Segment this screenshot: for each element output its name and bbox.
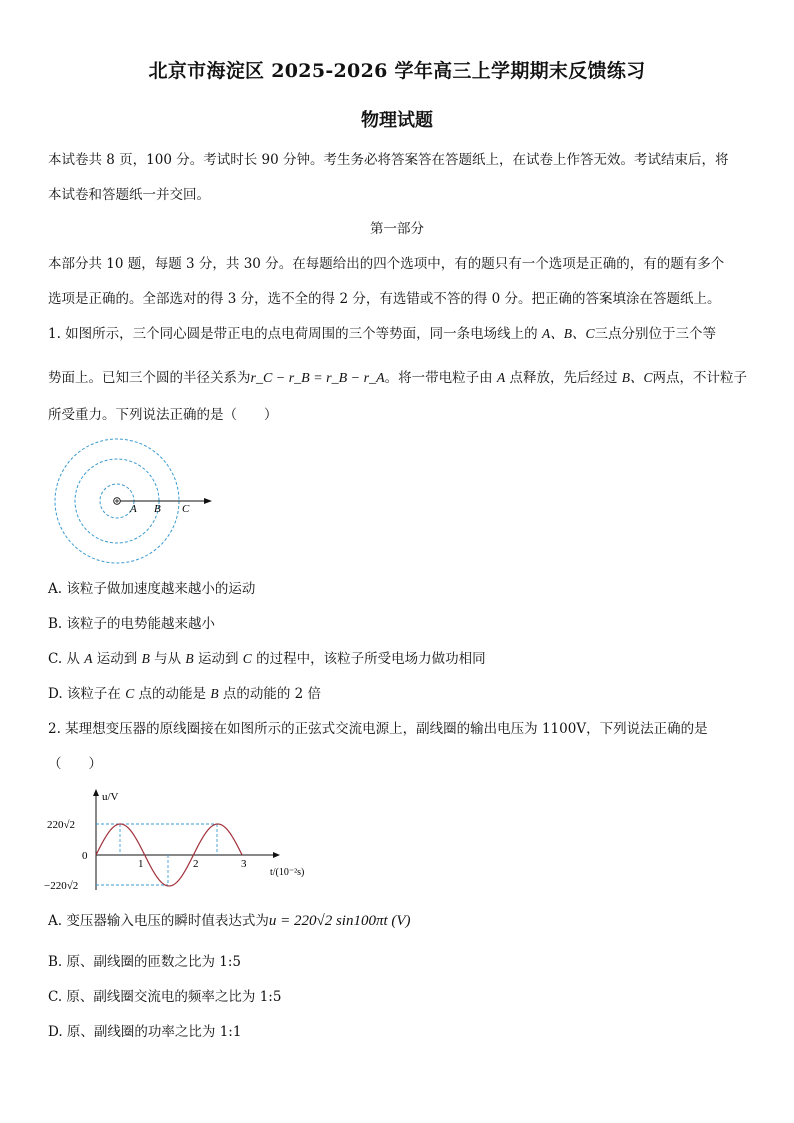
q1-option-d[interactable] [48, 684, 753, 704]
q2-line-2: （ ） [48, 756, 102, 772]
option-formula: u = 220√2 sin100πt (V) [268, 913, 411, 929]
q1-text: 点释放，先后经过 [505, 370, 622, 386]
q1-option-b[interactable]: B. 该粒子的电势能越来越小 [48, 616, 216, 632]
option-point: C [242, 651, 252, 666]
q1-radius-relation: r_C − r_B = r_B − r_A [250, 371, 385, 386]
fig-label-b: B [154, 503, 161, 515]
q2-option-c[interactable]: C. 原、副线圈交流电的频率之比为 1:5 [48, 989, 282, 1005]
x-tick-3: 3 [241, 858, 247, 870]
option-text: 运动到 [92, 651, 142, 667]
option-point: B [210, 686, 219, 701]
field-arrow-icon [204, 498, 212, 504]
x-axis-arrow-icon [273, 852, 280, 858]
q2-option-a[interactable] [48, 911, 753, 931]
y-max-label: 220√2 [47, 819, 76, 831]
q1-option-c[interactable] [48, 649, 753, 669]
exam-subtitle: 物理试题 [361, 110, 433, 131]
q1-line-2 [48, 368, 753, 389]
q1-figure-concentric-circles [50, 438, 220, 570]
option-text: 点的动能的 2 倍 [218, 686, 322, 702]
option-text: 运动到 [193, 651, 243, 667]
y-min-label: −220√2 [44, 880, 79, 892]
x-tick-2: 2 [193, 858, 199, 870]
q1-text: 1. 如图所示，三个同心圆是带正电的点电荷周围的三个等势面，同一条电场线上的 [48, 326, 542, 342]
x-axis-label: t/(10⁻²s) [270, 867, 305, 878]
q1-text: 两点，不计粒子 [652, 370, 748, 386]
q1-line-3: 所受重力。下列说法正确的是（ ） [48, 407, 278, 423]
q1-option-a[interactable]: A. 该粒子做加速度越来越小的运动 [48, 581, 256, 597]
option-text: A. 变压器输入电压的瞬时值表达式为 [48, 913, 269, 929]
y-axis-label: u/V [102, 791, 119, 803]
y-axis-arrow-icon [93, 789, 99, 796]
fig-label-c: C [182, 503, 190, 515]
option-text: 与从 [149, 651, 186, 667]
q1-line-1 [48, 324, 753, 344]
option-point: C [125, 686, 135, 701]
option-text: 的过程中，该粒子所受电场力做功相同 [251, 651, 486, 667]
option-text: 点的动能是 [134, 686, 211, 702]
q1-text: 。将一带电粒子由 [384, 370, 497, 386]
q1-points-bc: B、C [621, 370, 653, 385]
x-tick-1: 1 [138, 858, 144, 870]
option-point: A [84, 651, 93, 666]
option-text: C. 从 [48, 651, 85, 667]
q2-option-b[interactable]: B. 原、副线圈的匝数之比为 1:5 [48, 954, 242, 970]
part-line-2: 选项是正确的。全部选对的得 3 分，选不全的得 2 分，有选错或不答的得 0 分。把正确的答案填涂在答题纸上。 [48, 291, 721, 307]
fig-label-a: A [130, 503, 137, 515]
q1-points: A、B、C [541, 326, 595, 341]
intro-line-2: 本试卷和答题纸一并交回。 [48, 187, 210, 203]
option-text: D. 该粒子在 [48, 686, 126, 702]
part-heading: 第一部分 [370, 221, 424, 237]
q1-text: 三点分别位于三个等 [594, 326, 716, 342]
q2-line-1: 2. 某理想变压器的原线圈接在如图所示的正弦式交流电源上，副线圈的输出电压为 1100V，下列说法正确的是 [48, 721, 708, 737]
option-point: B [185, 651, 194, 666]
part-line-1: 本部分共 10 题，每题 3 分，共 30 分。在每题给出的四个选项中，有的题只有一个选项是正确的，有的题有多个 [48, 256, 725, 272]
option-point: B [141, 651, 150, 666]
intro-line-1: 本试卷共 8 页，100 分。考试时长 90 分钟。考生务必将答案答在答题纸上，在试卷上作答无效。考试结束后，将 [48, 152, 729, 168]
exam-title: 北京市海淀区 2025-2026 学年高三上学期期末反馈练习 [148, 60, 646, 82]
q1-text: 势面上。已知三个圆的半径关系为 [48, 370, 251, 386]
q2-figure-ac-voltage-graph [44, 786, 324, 894]
q1-point-a: A [496, 370, 506, 385]
origin-label: 0 [82, 850, 88, 862]
q2-option-d[interactable]: D. 原、副线圈的功率之比为 1:1 [48, 1024, 242, 1040]
